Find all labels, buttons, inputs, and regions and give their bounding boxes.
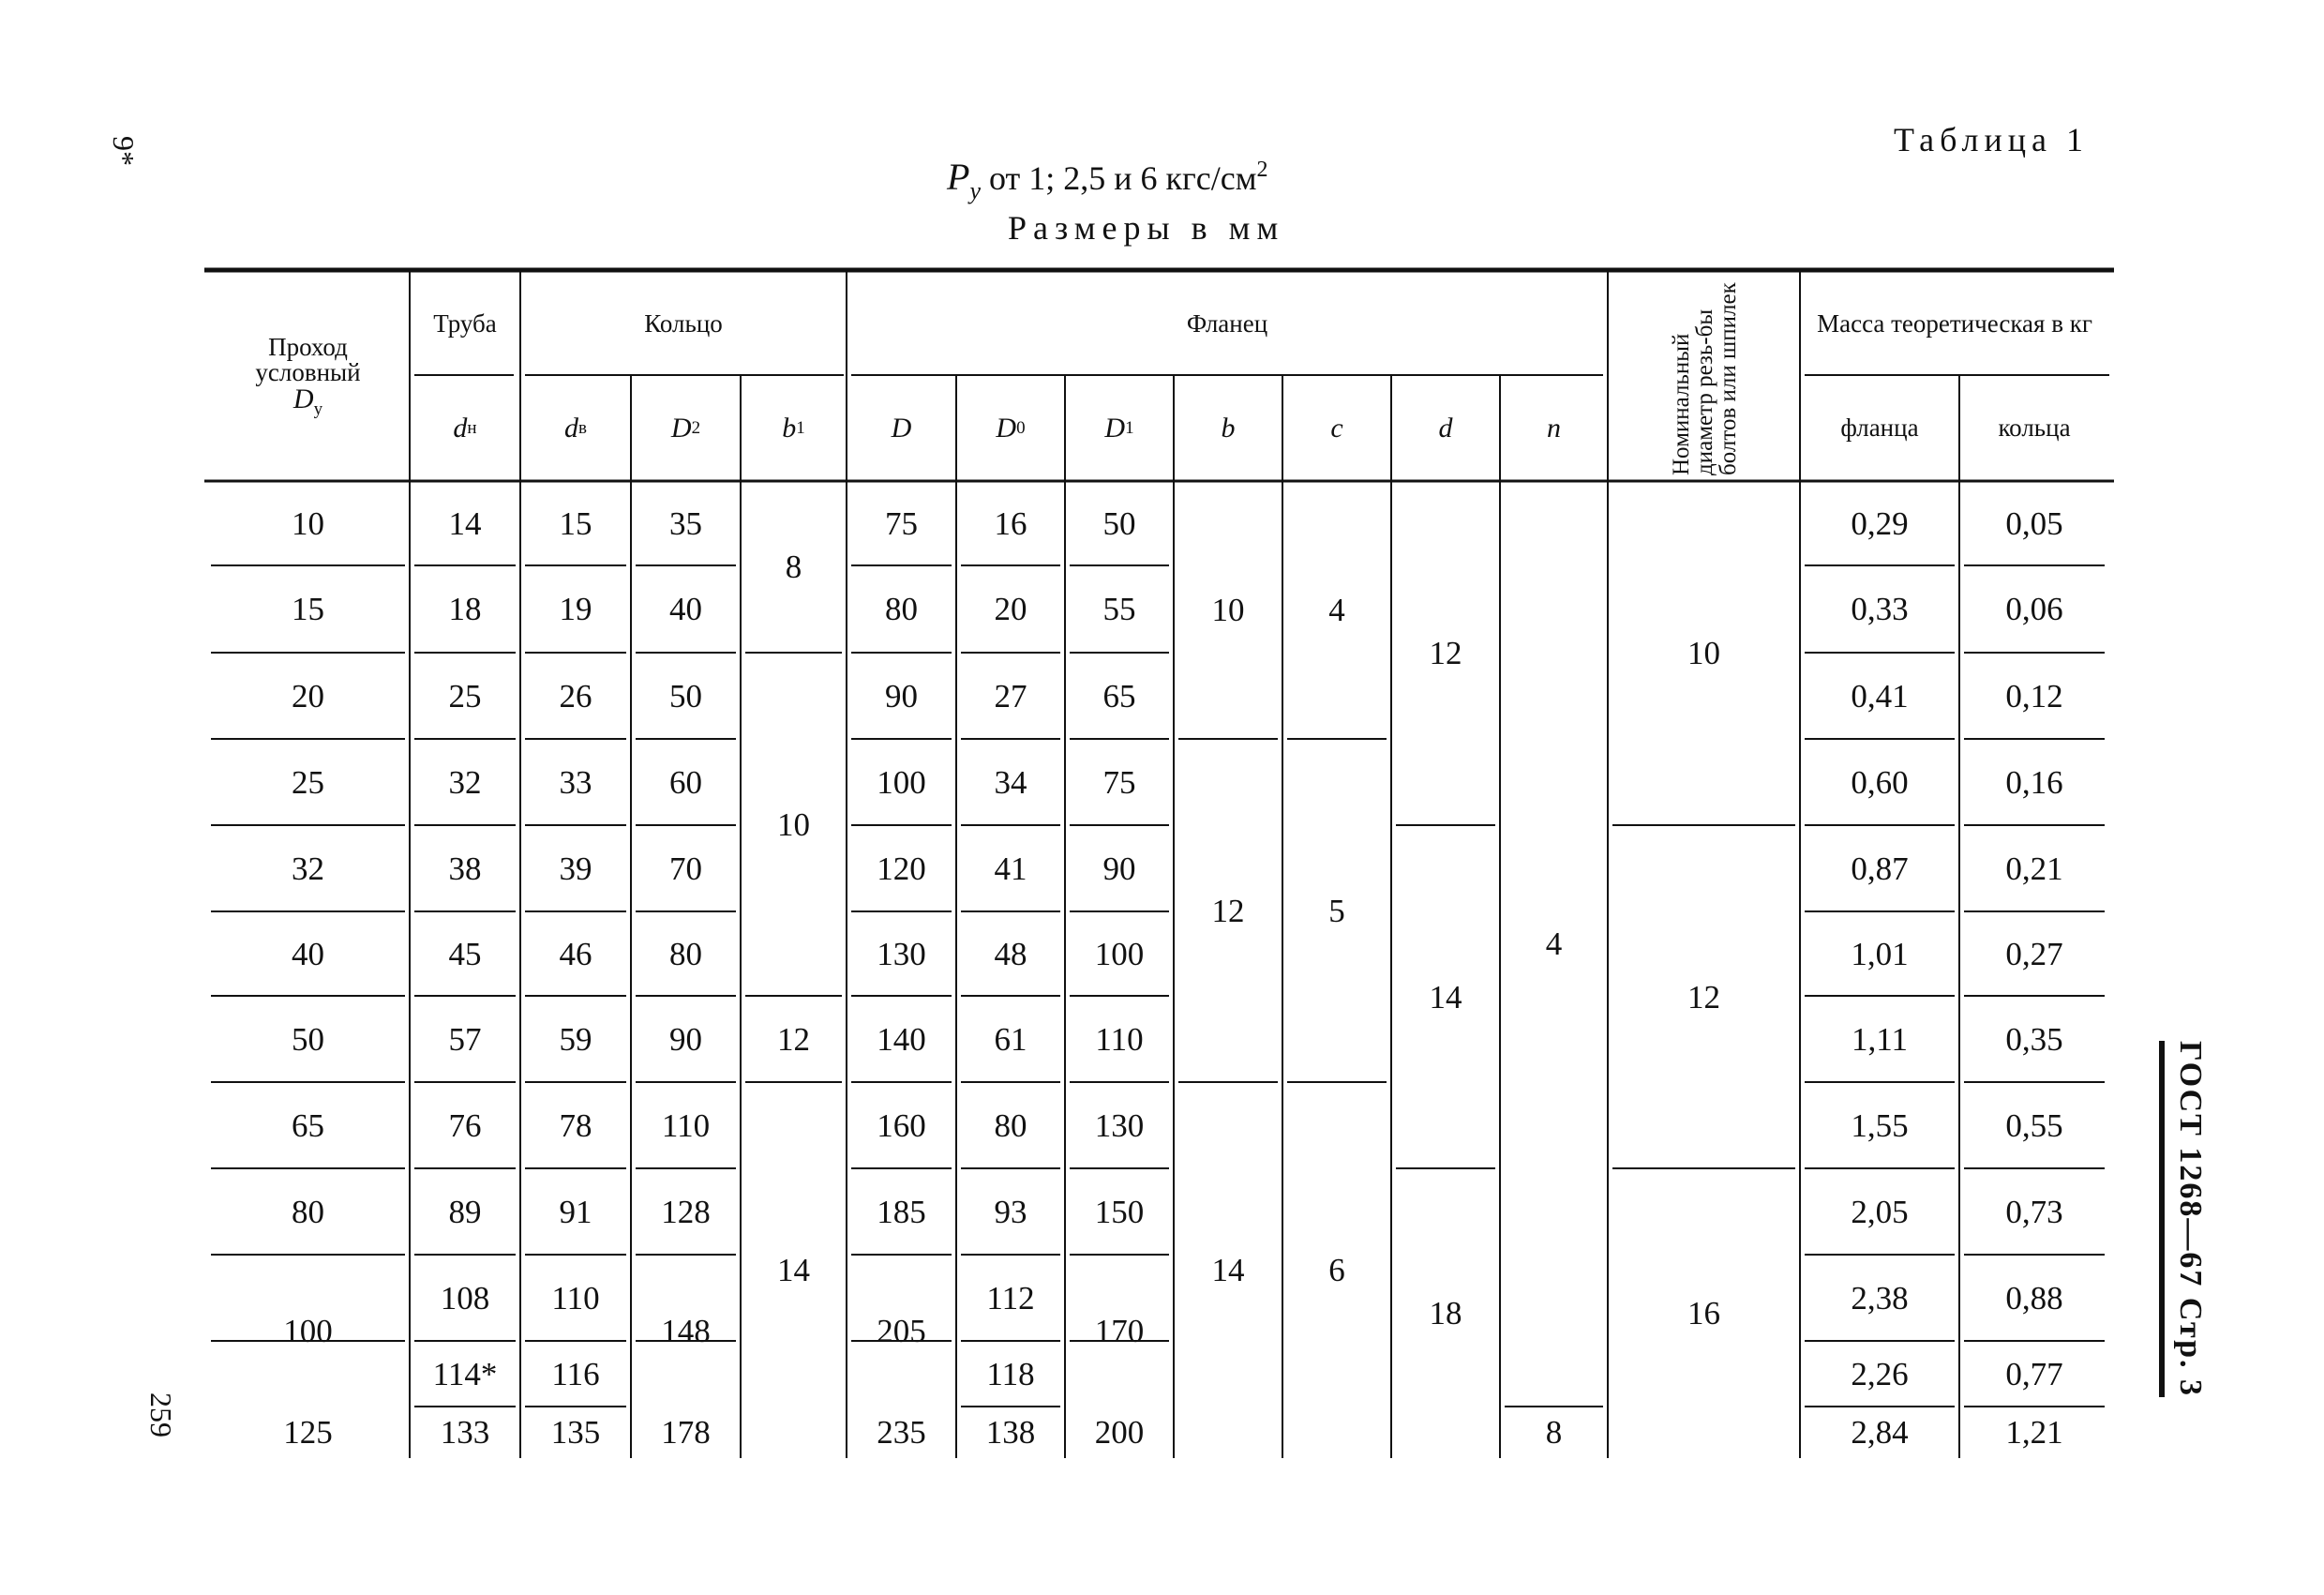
cell-D1-50: 110 [1095,1020,1144,1058]
cell-dy-65: 65 [292,1106,324,1144]
cell-n-merged: 4 [1545,925,1563,962]
cell-D1-25: 75 [1102,763,1136,801]
cell-b1-3: 14 [777,1252,810,1288]
cell-D1-40: 100 [1094,935,1145,972]
table-title: Таблица 1 [1894,121,2089,158]
units-caption: Размеры в мм [1008,209,1285,247]
header-D [847,375,956,481]
cell-dv-100b: 116 [551,1355,600,1392]
header-mass-group: Масса теоретическая в кг [1817,308,2092,338]
cell-n-125: 8 [1545,1414,1563,1451]
cell-D2-50: 90 [669,1020,702,1058]
cell-dy-25: 25 [292,763,324,801]
header-dn-symbol: d [453,412,468,444]
cell-D-32: 120 [877,850,926,887]
cell-m_flange-65: 1,55 [1851,1106,1909,1144]
cell-dn-10: 14 [448,504,482,542]
cell-m_flange-40: 1,01 [1851,935,1909,972]
header-dy-symbol-subscript: у [313,399,323,419]
cell-D1-10: 50 [1102,504,1136,542]
cell-dv-20: 26 [559,677,592,715]
cell-dy-20: 20 [292,677,324,715]
cell-D-100: 205 [877,1312,926,1349]
cell-m_ring-125: 1,21 [2005,1414,2063,1451]
header-dy-symbol [293,385,322,418]
cell-D-65: 160 [877,1106,926,1144]
header-b1-symbol: b [782,412,797,444]
cell-D0-100b: 118 [986,1355,1035,1392]
cell-dv-125: 135 [550,1414,601,1451]
cell-bolt-0: 10 [1687,635,1720,671]
cell-D1-65: 130 [1094,1106,1145,1144]
cell-D2-25: 60 [669,763,702,801]
cell-D-25: 100 [877,763,926,801]
cell-D-15: 80 [885,591,918,627]
cell-m_flange-20: 0,41 [1851,677,1909,715]
header-c [1282,375,1391,481]
cell-dn-32: 38 [448,850,482,887]
cell-dn-25: 32 [448,763,482,801]
cell-m-ring-100a: 0,88 [2005,1279,2063,1317]
cell-d-0: 12 [1429,635,1462,671]
cell-D0-32: 41 [994,850,1027,887]
cell-dv-15: 19 [559,591,592,627]
cell-dv-100a: 110 [551,1279,600,1317]
header-n-symbol: n [1547,412,1561,444]
cell-D-20: 90 [885,677,918,715]
header-dn-subscript: н [467,418,477,438]
cell-D1-15: 55 [1102,591,1136,627]
cell-D-80: 185 [877,1193,926,1230]
cell-c-1: 5 [1328,892,1345,929]
cell-dn-100a: 108 [440,1279,490,1317]
cell-D2-80: 128 [661,1193,711,1230]
header-D-symbol: D [891,412,912,444]
cell-bolt-2: 16 [1687,1295,1720,1332]
cell-b-1: 12 [1211,892,1245,929]
cell-m_ring-15: 0,06 [2005,591,2063,627]
cell-dv-50: 59 [559,1020,592,1058]
header-dv-symbol: d [564,412,578,444]
cell-D1-80: 150 [1094,1193,1145,1230]
cell-dn-50: 57 [448,1020,482,1058]
header-D2-subscript: 2 [691,418,701,438]
cell-D0-80: 93 [994,1193,1027,1230]
cell-D1-100: 170 [1094,1312,1145,1349]
header-D1 [1065,375,1174,481]
cell-dv-10: 15 [559,504,592,542]
header-b [1174,375,1282,481]
header-dy [206,272,410,481]
cell-D0-125: 138 [985,1414,1036,1451]
header-dn [410,375,520,481]
header-D0-subscript: 0 [1016,418,1026,438]
cell-dy-32: 32 [292,850,324,887]
cell-b1-1: 10 [777,805,810,843]
cell-m_flange-32: 0,87 [1851,850,1909,887]
cell-b1-0: 8 [785,549,802,585]
header-ring-group: Кольцо [644,308,723,338]
cell-dn-15: 18 [448,591,482,627]
cell-dv-65: 78 [559,1106,592,1144]
header-D0-symbol: D [996,412,1017,444]
cell-D1-32: 90 [1102,850,1136,887]
cell-D2-125: 178 [661,1414,711,1451]
header-d [1391,375,1500,481]
cell-dn-100b: 114* [432,1355,498,1392]
cell-m_flange-125: 2,84 [1851,1414,1909,1451]
header-pipe-group: Труба [433,308,497,338]
cell-m_ring-40: 0,27 [2005,935,2063,972]
cell-bolt-1: 12 [1687,978,1720,1016]
pressure-symbol: P [947,156,970,198]
cell-m_ring-25: 0,16 [2005,763,2063,801]
cell-dy-40: 40 [292,935,324,972]
cell-m_flange-15: 0,33 [1851,591,1909,627]
cell-d-2: 18 [1429,1295,1462,1332]
pressure-superscript: 2 [1256,158,1268,182]
cell-m_flange-10: 0,29 [1851,504,1909,542]
cell-D2-20: 50 [669,677,702,715]
margin-mark-top: 9* [107,136,141,166]
cell-m-ring-100b: 0,77 [2005,1355,2063,1392]
cell-D-50: 140 [877,1020,926,1058]
header-flange-group: Фланец [1186,308,1268,338]
header-dv-subscript: в [578,418,587,438]
pressure-text: от 1; 2,5 и 6 кгс/см [988,159,1257,197]
header-d-symbol: d [1438,412,1453,444]
cell-b1-2: 12 [777,1020,810,1058]
cell-m-flange-100a: 2,38 [1851,1279,1909,1317]
page-number: 259 [144,1392,178,1437]
cell-D0-100a: 112 [986,1279,1035,1317]
cell-dn-80: 89 [448,1193,482,1230]
cell-dy-10: 10 [292,504,324,542]
gost-side-text: ГОСТ 1268—67 Стр. 3 [2173,1041,2208,1398]
header-dv [520,375,631,481]
cell-D0-40: 48 [994,935,1027,972]
cell-b-2: 14 [1211,1252,1245,1288]
cell-dy-125: 125 [283,1414,333,1451]
cell-D2-40: 80 [669,935,702,972]
header-D2 [631,375,741,481]
cell-D2-65: 110 [661,1106,711,1144]
header-mass-flange: фланца [1840,414,1919,442]
cell-c-0: 4 [1328,592,1345,628]
cell-dn-65: 76 [448,1106,482,1144]
cell-m_ring-80: 0,73 [2005,1193,2063,1230]
header-dy-symbol-letter: D [292,384,314,414]
cell-D2-32: 70 [669,850,702,887]
cell-D-125: 235 [877,1414,926,1451]
cell-m_flange-25: 0,60 [1851,763,1909,801]
cell-dv-32: 39 [559,850,592,887]
cell-D0-15: 20 [994,591,1027,627]
cell-dn-40: 45 [448,935,482,972]
cell-dy-100: 100 [283,1312,333,1349]
cell-b-0: 10 [1211,592,1245,628]
cell-m_ring-10: 0,05 [2005,504,2063,542]
header-D2-symbol: D [670,412,692,444]
cell-m_ring-65: 0,55 [2005,1106,2063,1144]
header-b1 [741,375,847,481]
header-D1-subscript: 1 [1125,418,1134,438]
cell-dv-80: 91 [559,1193,592,1230]
cell-D0-25: 34 [994,763,1027,801]
cell-d-1: 14 [1429,978,1462,1016]
cell-D0-10: 16 [994,504,1027,542]
cell-dy-15: 15 [292,591,324,627]
cell-D1-125: 200 [1094,1414,1145,1451]
cell-dn-20: 25 [448,677,482,715]
cell-m_ring-32: 0,21 [2005,850,2063,887]
header-D0 [956,375,1065,481]
header-bolt-diameter: Номинальный диаметр резь-бы болтов или шпилек [1668,281,1740,475]
cell-D0-20: 27 [994,677,1027,715]
header-mass-ring: кольца [1998,414,2071,442]
header-b1-subscript: 1 [796,418,805,438]
cell-m_ring-50: 0,35 [2005,1020,2063,1058]
header-D1-symbol: D [1104,412,1126,444]
header-b-symbol: b [1221,412,1236,444]
cell-D2-15: 40 [669,591,702,627]
cell-dy-80: 80 [292,1193,324,1230]
cell-D1-20: 65 [1102,677,1136,715]
cell-D0-50: 61 [994,1020,1027,1058]
cell-dv-40: 46 [559,935,592,972]
cell-dy-50: 50 [292,1020,324,1058]
cell-c-2: 6 [1328,1252,1345,1288]
pressure-symbol-subscript: у [969,177,981,204]
cell-m_ring-20: 0,12 [2005,677,2063,715]
header-n [1500,375,1608,481]
cell-D-40: 130 [877,935,926,972]
cell-D-10: 75 [885,504,918,542]
cell-D2-10: 35 [669,504,702,542]
cell-dv-25: 33 [559,763,592,801]
cell-dn-125: 133 [440,1414,490,1451]
header-c-symbol: c [1330,412,1343,444]
cell-D0-65: 80 [994,1106,1027,1144]
cell-m_flange-80: 2,05 [1851,1193,1909,1230]
cell-m-flange-100b: 2,26 [1851,1355,1909,1392]
header-dy-label: Проход условный [255,333,361,386]
cell-m_flange-50: 1,11 [1852,1020,1908,1058]
cell-D2-100: 148 [661,1312,711,1349]
